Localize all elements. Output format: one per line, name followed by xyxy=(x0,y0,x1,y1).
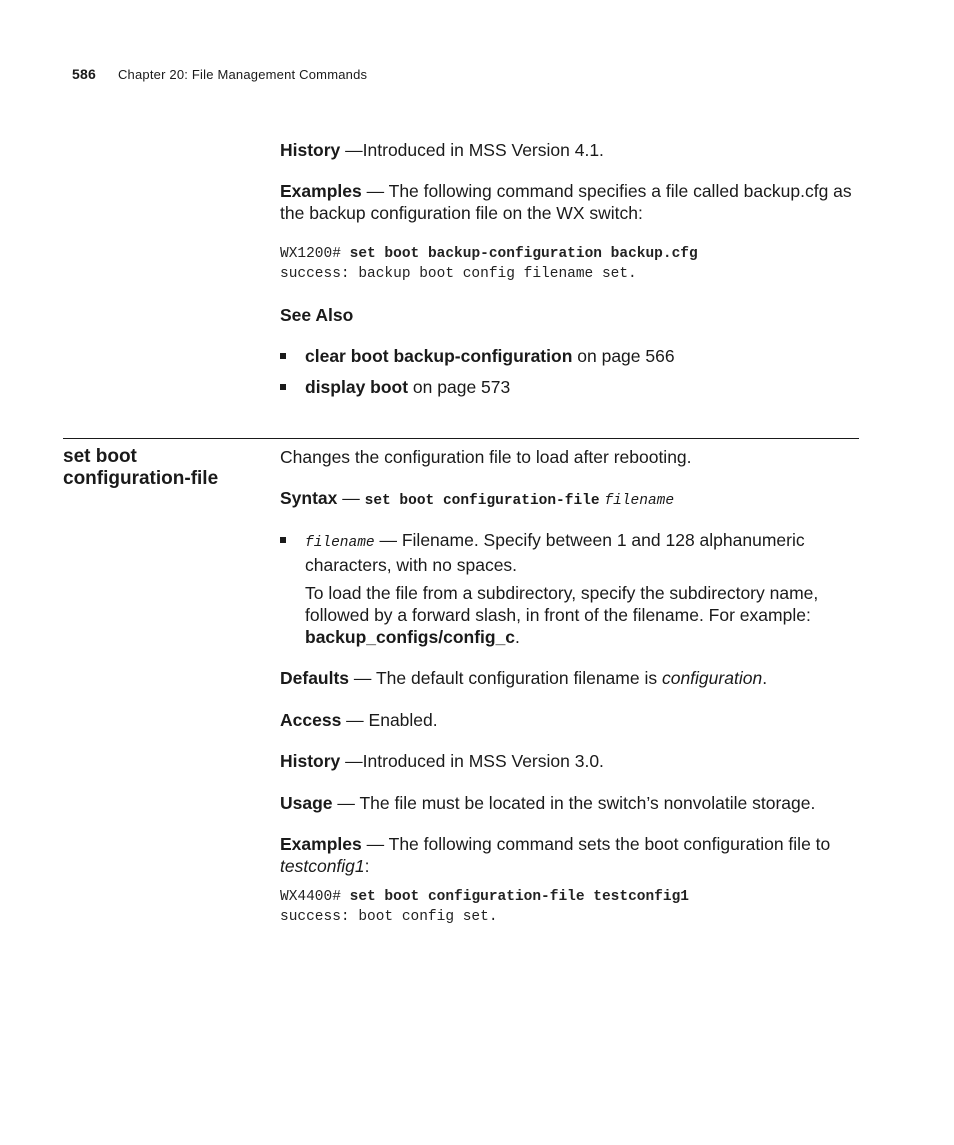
section-description: Changes the configuration file to load after rebooting. xyxy=(280,447,692,467)
defaults-text: — The default configuration filename is xyxy=(349,668,662,688)
history-paragraph xyxy=(280,139,860,161)
see-also-item xyxy=(280,345,860,367)
history-paragraph xyxy=(280,750,860,772)
code-example xyxy=(280,887,689,927)
syntax-paragraph xyxy=(280,487,860,512)
param-desc: — Filename. Specify between 1 and 128 alphanumeric characters, with no spaces. xyxy=(305,530,805,575)
examples-value: testconfig1 xyxy=(280,856,365,876)
see-also-link[interactable]: display boot xyxy=(305,377,409,397)
code-command: set boot backup-configuration backup.cfg xyxy=(349,246,698,262)
section-title-line1: set boot xyxy=(63,446,137,467)
section-divider xyxy=(63,438,859,439)
examples-paragraph xyxy=(280,180,860,224)
history-label: History xyxy=(280,140,341,160)
see-also-ref: on page 566 xyxy=(572,346,675,366)
code-output: success: boot config set. xyxy=(280,909,498,925)
examples-text: — The following command sets the boot configuration file to xyxy=(361,834,831,854)
usage-label: Usage xyxy=(280,793,333,813)
page-number: 586 xyxy=(72,66,96,82)
section-title xyxy=(63,446,263,490)
param-name: filename xyxy=(305,535,375,551)
param-note-text: To load the file from a subdirectory, specify the subdirectory name, followed by a forward slash, in front of the filename. For example: xyxy=(305,583,819,625)
history-text: —Introduced in MSS Version 4.1. xyxy=(340,140,604,160)
defaults-value: configuration xyxy=(661,668,763,688)
bullet-icon xyxy=(280,384,286,390)
code-example xyxy=(280,244,698,284)
param-note xyxy=(305,582,860,648)
syntax-param: filename xyxy=(604,493,675,509)
defaults-paragraph xyxy=(280,667,860,689)
code-output: success: backup boot config filename set. xyxy=(280,266,637,282)
access-label: Access xyxy=(280,710,342,730)
syntax-dash: — xyxy=(337,488,365,508)
examples-paragraph xyxy=(280,833,860,877)
see-also-ref: on page 573 xyxy=(408,377,511,397)
access-paragraph xyxy=(280,709,860,731)
code-command: set boot configuration-file testconfig1 xyxy=(349,889,689,905)
see-also-heading: See Also xyxy=(280,305,354,325)
access-text: — Enabled. xyxy=(341,710,438,730)
param-example-end: . xyxy=(515,627,520,647)
see-also-link[interactable]: clear boot backup-configuration xyxy=(305,346,573,366)
examples-label: Examples xyxy=(280,834,362,854)
examples-end: : xyxy=(364,856,370,876)
see-also-item xyxy=(280,376,860,398)
examples-text: — The following command specifies a file called backup.cfg as the backup configuration file on the WX switch: xyxy=(280,181,852,223)
syntax-command: set boot configuration-file xyxy=(364,493,600,509)
syntax-label: Syntax xyxy=(280,488,338,508)
code-prompt: WX1200# xyxy=(280,246,350,262)
param-item xyxy=(280,529,860,576)
history-text: —Introduced in MSS Version 3.0. xyxy=(340,751,604,771)
usage-paragraph xyxy=(280,792,860,814)
bullet-icon xyxy=(280,537,286,543)
defaults-label: Defaults xyxy=(280,668,350,688)
defaults-end: . xyxy=(762,668,768,688)
chapter-title: Chapter 20: File Management Commands xyxy=(117,67,368,82)
section-title-line2: configuration-file xyxy=(63,468,219,489)
examples-label: Examples xyxy=(280,181,362,201)
running-head xyxy=(72,66,367,82)
bullet-icon xyxy=(280,353,286,359)
usage-text: — The file must be located in the switch’s nonvolatile storage. xyxy=(332,793,816,813)
history-label: History xyxy=(280,751,341,771)
code-prompt: WX4400# xyxy=(280,889,350,905)
param-example: backup_configs/config_c xyxy=(305,627,516,647)
